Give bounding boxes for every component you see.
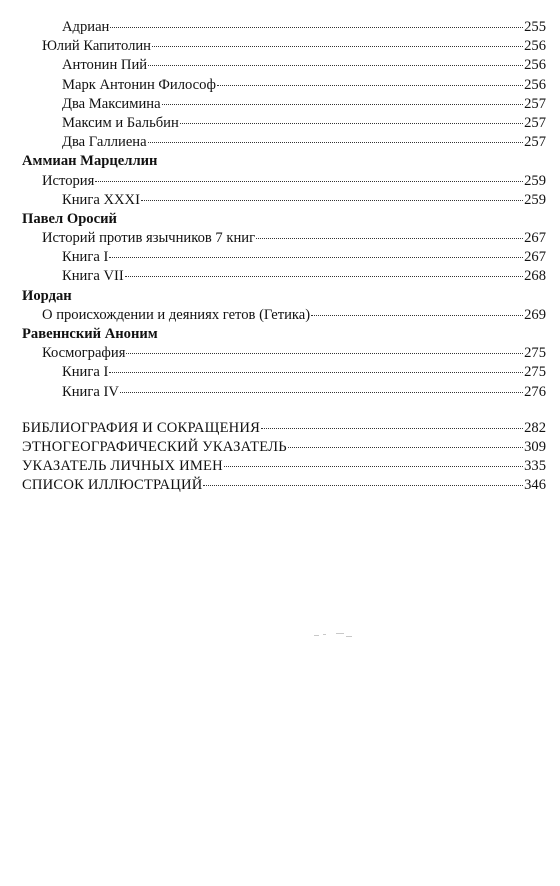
dot-leader [311,315,523,316]
dot-leader [148,65,523,66]
toc-page-number: 255 [524,19,546,35]
toc-entry-marcus-antoninus[interactable] [22,76,546,95]
toc-page-number: 269 [524,306,546,323]
dot-leader [162,104,524,105]
toc-entry-ethnogeographic-index[interactable] [22,438,546,457]
scan-specks [312,632,362,640]
toc-entry-label: Максим и Бальбин [62,114,179,131]
toc-entry-book-xxxi[interactable] [22,191,546,210]
toc-entry-history[interactable] [22,172,546,191]
toc-page-number: 276 [524,383,546,400]
toc-entry-label: Историй против язычников 7 книг [42,230,256,247]
toc-entry-julius-capitolinus[interactable] [22,37,546,56]
toc-entry-histories-against-pagans[interactable] [22,229,546,248]
dot-leader [120,392,523,393]
toc-author-ravenna: Равеннский Аноним [22,326,158,342]
dot-leader [109,257,523,258]
toc-author-jordanes: Иордан [22,287,72,304]
toc-entry-label: БИБЛИОГРАФИЯ И СОКРАЩЕНИЯ [22,419,261,436]
dot-leader [110,27,523,28]
dot-leader [261,428,523,429]
toc-entry-bibliography[interactable] [22,419,546,438]
toc-page-number: 256 [524,57,546,74]
toc-entry-label: УКАЗАТЕЛЬ ЛИЧНЫХ ИМЕН [22,458,223,475]
toc-page-number: 257 [524,114,546,131]
dot-leader [180,123,523,124]
toc-entry-book-i[interactable] [22,363,546,382]
toc-entry-label: Два Максимина [62,95,161,112]
toc-entry-maximus-balbinus[interactable] [22,114,546,133]
dot-leader [148,142,524,143]
toc-entry-label: СПИСОК ИЛЛЮСТРАЦИЙ [22,477,203,494]
toc-entry-list-of-illustrations[interactable] [22,476,546,495]
dot-leader [152,46,523,47]
toc-page-number: 257 [524,134,546,151]
section-gap [22,402,546,419]
toc-entry-label: Книга I [62,249,109,266]
toc-author-orosius: Павел Оросий [22,210,117,227]
toc-entry-label: Книга I [62,364,109,381]
toc-page-number: 346 [524,477,546,494]
toc-entry-two-maximini[interactable] [22,95,546,114]
toc-entry-book-iv[interactable] [22,383,546,402]
toc-page-number: 275 [524,364,546,381]
toc-page-number: 267 [524,249,546,266]
toc-page-number: 335 [524,458,546,475]
toc-entry-label: О происхождении и деяниях гетов (Гетика) [42,306,311,323]
toc-entry-label: Антонин Пий [62,57,148,74]
toc-entry-label: Космография [42,345,126,362]
toc-page-number: 282 [524,419,546,436]
toc-entry-hadrian[interactable] [22,18,546,37]
toc-entry-label: Книга IV [62,383,119,400]
dot-leader [217,85,523,86]
toc-page-number: 309 [524,438,546,455]
toc-entry-label: Марк Антонин Философ [62,76,216,93]
toc-entry-label: Адриан [62,19,110,35]
toc-page-number: 268 [524,268,546,285]
toc-entry-cosmography[interactable] [22,344,546,363]
toc-page-number: 256 [524,76,546,93]
toc-entry-book-vii[interactable] [22,267,546,286]
dot-leader [288,447,523,448]
toc-page-number: 256 [524,38,546,55]
toc-entry-label: ЭТНОГЕОГРАФИЧЕСКИЙ УКАЗАТЕЛЬ [22,438,287,455]
dot-leader [141,200,523,201]
table-of-contents [22,18,546,496]
dot-leader [256,238,523,239]
toc-author-ammianus: Аммиан Марцеллин [22,153,158,170]
toc-entry-label: История [42,172,95,189]
toc-entry-label: Два Галлиена [62,134,147,151]
toc-page-number: 275 [524,345,546,362]
dot-leader [109,372,523,373]
dot-leader [95,181,523,182]
toc-page-number: 257 [524,95,546,112]
toc-entry-label: Юлий Капитолин [42,38,151,55]
toc-entry-two-gallieni[interactable] [22,133,546,152]
dot-leader [224,466,523,467]
toc-entry-label: Книга XXXI [62,191,140,208]
toc-page-number: 259 [524,172,546,189]
toc-entry-antoninus-pius[interactable] [22,56,546,75]
dot-leader [125,276,523,277]
toc-entry-personal-names-index[interactable] [22,457,546,476]
toc-page-number: 267 [524,230,546,247]
toc-entry-getica[interactable] [22,306,546,325]
toc-entry-book-i[interactable] [22,248,546,267]
dot-leader [203,485,523,486]
toc-page-number: 259 [524,191,546,208]
toc-entry-label: Книга VII [62,268,124,285]
dot-leader [126,353,523,354]
